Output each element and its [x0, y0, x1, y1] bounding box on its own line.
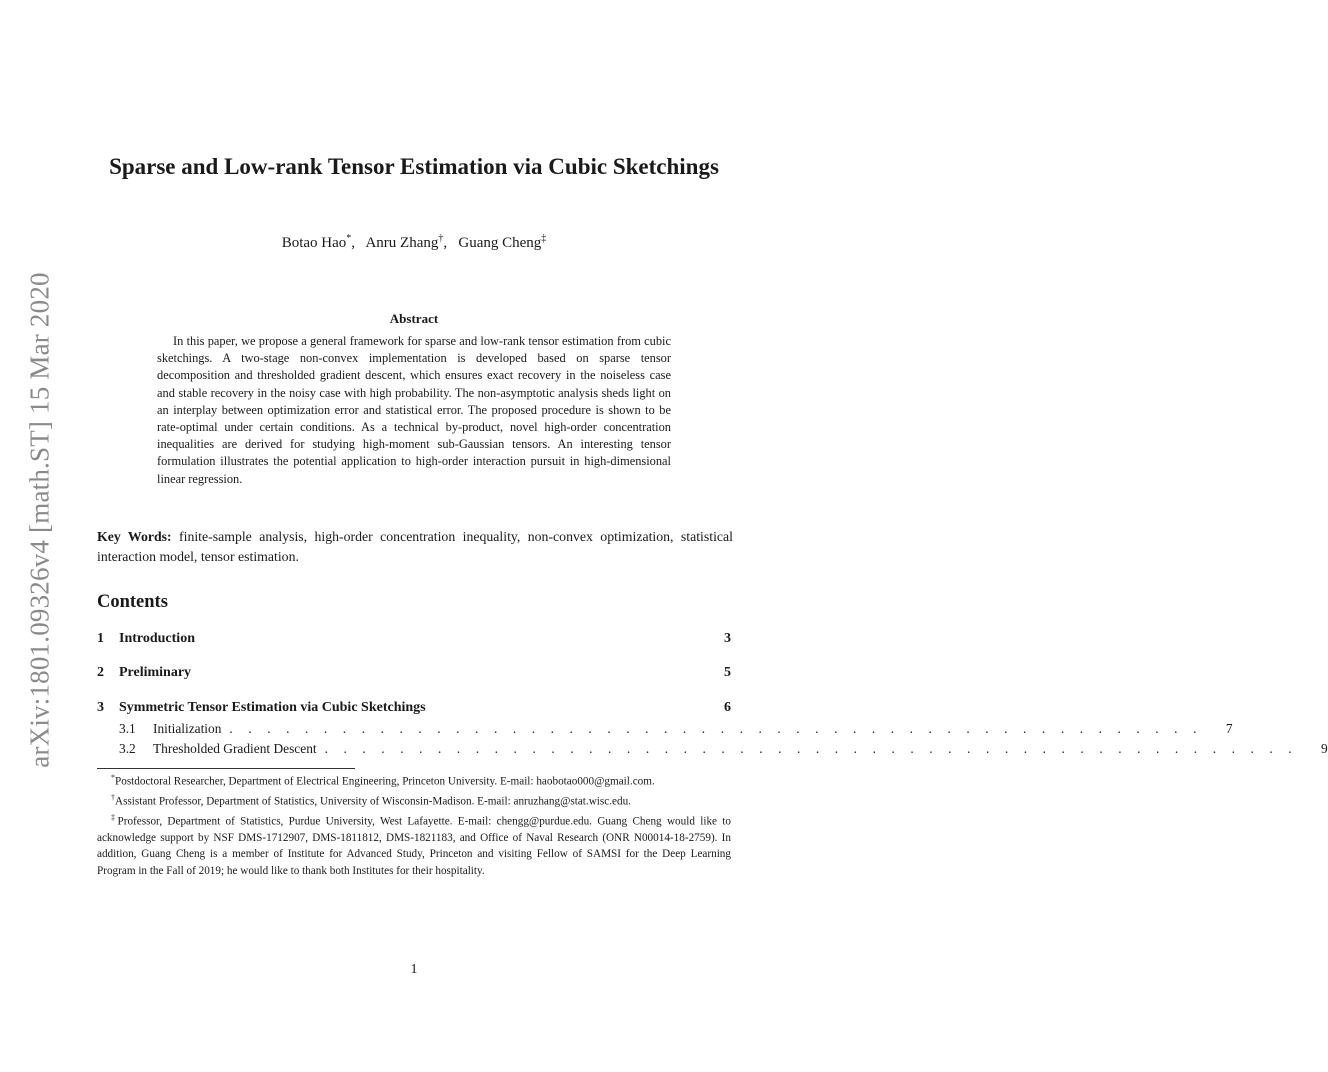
footnote-mark: † [111, 793, 115, 803]
toc-entry-thresholded-gradient-descent[interactable] [97, 741, 1328, 761]
author-list: Botao Hao*, Anru Zhang†, Guang Cheng‡ [281, 233, 547, 251]
toc-title: Initialization [153, 721, 222, 736]
footnote-mark: ‡ [111, 813, 118, 823]
arxiv-watermark [0, 0, 70, 1072]
footnote-author-1 [97, 770, 731, 790]
toc-title: Symmetric Tensor Estimation via Cubic Sketchings [119, 700, 426, 715]
toc-title: Thresholded Gradient Descent [153, 741, 317, 756]
toc-title: Preliminary [119, 665, 192, 680]
toc-entry-initialization[interactable] [97, 721, 1233, 741]
footnote-text: Professor, Department of Statistics, Purdue University, West Lafayette. E-mail: chengg@purdue.edu. Guang Cheng would like to acknowledge support by NSF DMS-1712907, DMS-1811812, DMS-1821183, and Office of Naval Research (ONR N00014-18-2759). In addition, Guang Cheng is a member of Institute for Advanced Study, Princeton and visiting Fellow of SAMSI for the Deep Learning Program in the Fall of 2019; he would like to thank both Institutes for their hospitality. [97, 815, 731, 877]
toc-page: 7 [1225, 721, 1233, 736]
footnote-author-3 [97, 810, 731, 879]
author-footnote-mark: * [346, 233, 352, 244]
toc-number: 3.1 [119, 721, 136, 736]
toc-number: 3 [97, 700, 104, 715]
footnotes [97, 770, 731, 879]
author-name: Botao Hao [281, 235, 347, 251]
author-footnote-mark: † [438, 233, 444, 244]
arxiv-identifier: arXiv:1801.09326v4 [math.ST] 15 Mar 2020 [24, 272, 55, 768]
footnote-text: Assistant Professor, Department of Statistics, University of Wisconsin-Madison. E-mail: anruzhang@stat.wisc.edu. [115, 795, 631, 808]
toc-entry-introduction[interactable] [97, 631, 731, 651]
toc-number: 3.2 [119, 741, 136, 756]
toc-page: 3 [724, 631, 731, 646]
paper-title: Sparse and Low-rank Tensor Estimation via Cubic Sketchings [109, 154, 719, 179]
footnote-mark: * [111, 773, 115, 782]
toc-number: 1 [97, 631, 104, 646]
toc-title: Introduction [119, 631, 195, 646]
keywords-text: finite-sample analysis, high-order concentration inequality, non-convex optimization, statistical interaction model, tensor estimation. [97, 529, 733, 564]
toc-leader-dots: . . . . . . . . . . . . . . . . . . . . . . . . . . . . . . . . . . . . . . . . . . . . . . . . . . . . [229, 721, 1203, 736]
footnote-author-2 [97, 790, 731, 810]
author-name: Guang Cheng [458, 235, 542, 251]
toc-entry-symmetric-tensor-estimation[interactable] [97, 700, 731, 720]
toc-entry-preliminary[interactable] [97, 665, 731, 685]
toc-leader-dots: . . . . . . . . . . . . . . . . . . . . . . . . . . . . . . . . . . . . . . . . . . . . . . . . . . . . [324, 741, 1298, 756]
author-footnote-mark: ‡ [541, 233, 547, 244]
keywords-label: Key Words: [97, 529, 172, 544]
toc-page: 9 [1321, 741, 1328, 756]
keywords [97, 527, 733, 567]
author-name: Anru Zhang [365, 235, 439, 251]
toc-page: 6 [724, 700, 731, 715]
footnote-text: Postdoctoral Researcher, Department of Electrical Engineering, Princeton University. E-mail: haobotao000@gmail.com. [115, 775, 655, 788]
page-number: 1 [410, 962, 418, 977]
contents-heading: Contents [97, 592, 168, 612]
footnote-separator [97, 768, 355, 769]
abstract-text: In this paper, we propose a general framework for sparse and low-rank tensor estimation from cubic sketchings. A two-stage non-convex implementation is developed based on sparse tensor decomposition and thresholded gradient descent, which ensures exact recovery in the noiseless case and stable recovery in the noisy case with high probability. The non-asymptotic analysis sheds light on an interplay between optimization error and statistical error. The proposed procedure is shown to be rate-optimal under certain conditions. As a technical by-product, novel high-order concentration inequalities are derived for studying high-moment sub-Gaussian tensors. An interesting tensor formulation illustrates the potential application to high-order interaction pursuit in high-dimensional linear regression. [157, 334, 671, 486]
abstract-heading: Abstract [389, 311, 439, 326]
toc-number: 2 [97, 665, 104, 680]
toc-page: 5 [724, 665, 731, 680]
